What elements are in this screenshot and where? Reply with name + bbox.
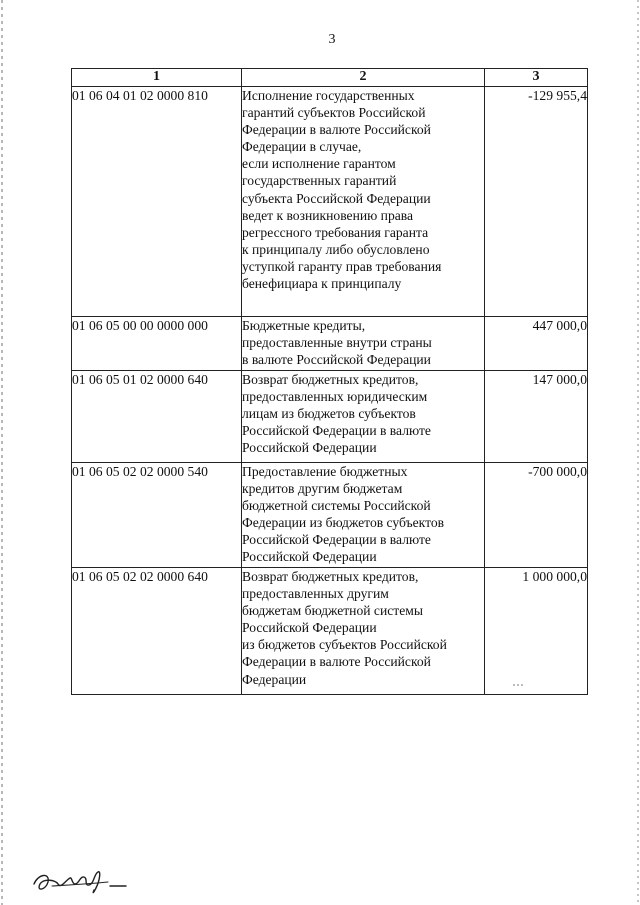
budget-code-cell: 01 06 05 02 02 0000 540: [72, 463, 242, 568]
scan-edge-left: [1, 0, 3, 905]
table-row: [72, 568, 588, 695]
table-row: [72, 87, 588, 317]
handwritten-signature: [28, 862, 138, 900]
description-line: Исполнение государственных: [242, 88, 415, 103]
description-line: Федерации в валюте Российской: [242, 654, 431, 670]
description-line: Возврат бюджетных кредитов,: [242, 569, 419, 584]
description-line: предоставленные внутри страны: [242, 335, 432, 351]
budget-code-cell: 01 06 05 02 02 0000 640: [72, 568, 242, 695]
column-header-code: 1: [72, 69, 242, 87]
description-line: если исполнение гарантом: [242, 156, 396, 172]
description-line: в валюте Российской Федерации: [242, 352, 431, 368]
description-line: Российской Федерации: [242, 549, 377, 565]
budget-code-cell: 01 06 04 01 02 0000 810: [72, 87, 242, 317]
description-line: Федерации из бюджетов субъектов: [242, 515, 445, 531]
description-line: Российской Федерации в валюте: [242, 532, 431, 548]
amount-cell: -129 955,4: [485, 87, 588, 317]
description-line: Российской Федерации в валюте: [242, 423, 431, 439]
description-line: Российской Федерации: [242, 620, 377, 636]
description-line: к принципалу либо обусловлено: [242, 241, 430, 257]
description-line: Российской Федерации: [242, 440, 377, 456]
description-line: уступкой гаранту прав требования: [242, 258, 442, 274]
description-line: Возврат бюджетных кредитов,: [242, 372, 419, 387]
scan-speck: [512, 683, 524, 687]
table-header-row: [72, 69, 588, 87]
budget-code-cell: 01 06 05 01 02 0000 640: [72, 371, 242, 463]
description-line: Федерации: [242, 671, 307, 687]
scan-edge-right: [637, 0, 639, 905]
description-cell: [242, 568, 485, 695]
description-cell: [242, 463, 485, 568]
description-line: субъекта Российской Федерации: [242, 190, 431, 206]
description-line: бюджетной системы Российской: [242, 498, 431, 514]
description-line: кредитов другим бюджетам: [242, 481, 403, 497]
description-line: регрессного требования гаранта: [242, 224, 429, 240]
page-number: 3: [328, 32, 336, 47]
description-cell: [242, 317, 485, 371]
table-row: [72, 317, 588, 371]
description-line: Предоставление бюджетных: [242, 464, 408, 479]
amount-cell: 1 000 000,0: [485, 568, 588, 695]
description-line: лицам из бюджетов субъектов: [242, 406, 416, 422]
description-line: из бюджетов субъектов Российской: [242, 637, 447, 653]
description-line: Бюджетные кредиты,: [242, 318, 366, 333]
description-line: предоставленных юридическим: [242, 389, 428, 405]
description-line: предоставленных другим: [242, 586, 389, 602]
description-line: государственных гарантий: [242, 173, 397, 189]
description-cell: [242, 371, 485, 463]
description-line: гарантий субъектов Российской: [242, 105, 426, 121]
description-line: бенефициара к принципалу: [242, 276, 402, 292]
column-header-amount: 3: [485, 69, 588, 87]
amount-cell: 447 000,0: [485, 317, 588, 371]
table-row: [72, 371, 588, 463]
budget-sources-table: [71, 68, 588, 695]
amount-cell: -700 000,0: [485, 463, 588, 568]
column-header-description: 2: [242, 69, 485, 87]
description-line: Федерации в валюте Российской: [242, 122, 431, 138]
description-line: ведет к возникновению права: [242, 207, 414, 223]
budget-code-cell: 01 06 05 00 00 0000 000: [72, 317, 242, 371]
table-row: [72, 463, 588, 568]
amount-cell: 147 000,0: [485, 371, 588, 463]
description-line: Федерации в случае,: [242, 139, 362, 155]
description-line: бюджетам бюджетной системы: [242, 603, 423, 619]
description-cell: [242, 87, 485, 317]
